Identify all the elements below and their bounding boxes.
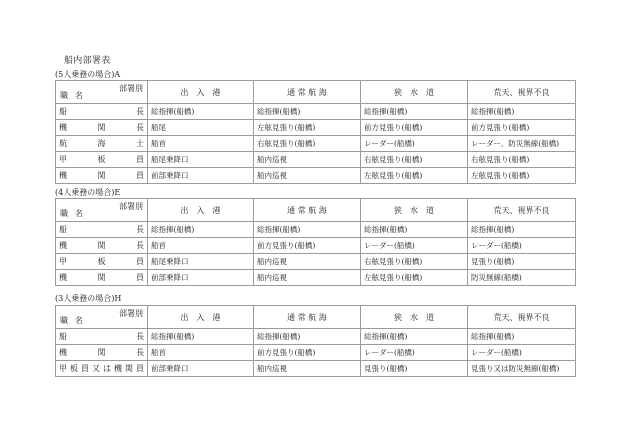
duty-cell: 船尾乗降口: [148, 254, 254, 270]
position-label: 職名: [60, 316, 90, 325]
duty-cell: 船内巡視: [254, 361, 361, 377]
duty-cell: 前方見張り(船橋): [254, 238, 361, 254]
duty-cell: 防災無線(船橋): [468, 270, 576, 286]
table-caption-e: (4人乗務の場合)E: [55, 188, 121, 197]
department-label: 部署別: [119, 309, 143, 318]
column-header-rough-weather: 荒天、視界不良: [468, 81, 576, 104]
position-label: 職名: [60, 209, 90, 218]
table-row: [56, 270, 576, 286]
table-row: [56, 254, 576, 270]
table-row: [56, 136, 576, 152]
duty-table-a: [55, 80, 576, 184]
duty-cell: 前部乗降口: [148, 168, 254, 184]
duty-cell: 船尾: [148, 120, 254, 136]
duty-cell: 総指揮(船橋): [148, 104, 254, 120]
column-header-normal-navigation: 通 常 航 海: [254, 81, 361, 104]
role-cell: 船長: [56, 222, 148, 238]
role-cell: 機関長: [56, 120, 148, 136]
duty-cell: レーダー、防災無線(船橋): [468, 136, 576, 152]
role-cell: 機関長: [56, 238, 148, 254]
duty-cell: 船尾乗降口: [148, 152, 254, 168]
role-cell: 甲板員又は機関員: [56, 361, 148, 377]
table-row: [56, 222, 576, 238]
role-cell: 機関員: [56, 270, 148, 286]
duty-cell: 総指揮(船橋): [361, 222, 468, 238]
duty-cell: 左舷見張り(船橋): [361, 270, 468, 286]
duty-cell: 見張り(船橋): [468, 254, 576, 270]
table-caption-h: (3人乗務の場合)H: [55, 294, 122, 303]
duty-cell: 船首: [148, 238, 254, 254]
duty-cell: 総指揮(船橋): [254, 104, 361, 120]
duty-cell: 前部乗降口: [148, 270, 254, 286]
position-label: 職名: [60, 91, 90, 100]
duty-cell: 右舷見張り(船橋): [361, 152, 468, 168]
column-header-normal-navigation: 通 常 航 海: [254, 199, 361, 222]
corner-header: [56, 306, 148, 329]
role-cell: 船長: [56, 329, 148, 345]
duty-cell: 船内巡視: [254, 270, 361, 286]
column-header-narrow-channel: 狭 水 道: [361, 306, 468, 329]
table-row: [56, 152, 576, 168]
header-row: [56, 306, 576, 329]
role-cell: 機関員: [56, 168, 148, 184]
duty-cell: 右舷見張り(船橋): [254, 136, 361, 152]
duty-cell: 総指揮(船橋): [468, 329, 576, 345]
department-label: 部署別: [119, 202, 143, 211]
duty-cell: 総指揮(船橋): [254, 329, 361, 345]
column-header-port: 出 入 港: [148, 306, 254, 329]
role-cell: 機関長: [56, 345, 148, 361]
duty-cell: 総指揮(船橋): [148, 222, 254, 238]
role-cell: 甲板員: [56, 254, 148, 270]
duty-cell: 総指揮(船橋): [361, 329, 468, 345]
column-header-rough-weather: 荒天、視界不良: [468, 199, 576, 222]
duty-cell: 見張り(船橋): [361, 361, 468, 377]
duty-cell: レーダー(船橋): [361, 238, 468, 254]
column-header-port: 出 入 港: [148, 81, 254, 104]
duty-cell: レーダー(船橋): [361, 345, 468, 361]
duty-cell: 前方見張り(船橋): [254, 345, 361, 361]
duty-table-e: [55, 198, 576, 286]
duty-cell: レーダー(船橋): [468, 345, 576, 361]
duty-cell: 総指揮(船橋): [148, 329, 254, 345]
duty-cell: 前部乗降口: [148, 361, 254, 377]
header-row: [56, 199, 576, 222]
column-header-narrow-channel: 狭 水 道: [361, 199, 468, 222]
duty-cell: 船首: [148, 345, 254, 361]
table-row: [56, 361, 576, 377]
header-row: [56, 81, 576, 104]
department-label: 部署別: [119, 84, 143, 93]
duty-cell: 前方見張り(船橋): [468, 120, 576, 136]
duty-cell: レーダー(船橋): [468, 238, 576, 254]
column-header-rough-weather: 荒天、視界不良: [468, 306, 576, 329]
duty-cell: 総指揮(船橋): [254, 222, 361, 238]
role-cell: 船長: [56, 104, 148, 120]
role-cell: 航海士: [56, 136, 148, 152]
duty-cell: 左舷見張り(船橋): [254, 120, 361, 136]
duty-cell: 船内巡視: [254, 152, 361, 168]
duty-cell: 左舷見張り(船橋): [361, 168, 468, 184]
role-cell: 甲板員: [56, 152, 148, 168]
duty-cell: 右舷見張り(船橋): [468, 152, 576, 168]
duty-cell: 前方見張り(船橋): [361, 120, 468, 136]
table-row: [56, 104, 576, 120]
table-row: [56, 120, 576, 136]
duty-cell: 右舷見張り(船橋): [361, 254, 468, 270]
duty-cell: 船首: [148, 136, 254, 152]
table-row: [56, 168, 576, 184]
duty-cell: レーダー(船橋): [361, 136, 468, 152]
table-row: [56, 345, 576, 361]
duty-table-h: [55, 305, 576, 377]
table-caption-a: (5人乗務の場合)A: [55, 70, 121, 79]
duty-cell: 左舷見張り(船橋): [468, 168, 576, 184]
column-header-normal-navigation: 通 常 航 海: [254, 306, 361, 329]
duty-cell: 船内巡視: [254, 254, 361, 270]
column-header-narrow-channel: 狭 水 道: [361, 81, 468, 104]
duty-cell: 総指揮(船橋): [468, 222, 576, 238]
document-title: 船内部署表: [64, 56, 111, 66]
duty-cell: 総指揮(船橋): [468, 104, 576, 120]
table-row: [56, 329, 576, 345]
duty-cell: 見張り又は防災無線(船橋): [468, 361, 576, 377]
column-header-port: 出 入 港: [148, 199, 254, 222]
corner-header: [56, 81, 148, 104]
duty-cell: 船内巡視: [254, 168, 361, 184]
table-row: [56, 238, 576, 254]
duty-cell: 総指揮(船橋): [361, 104, 468, 120]
corner-header: [56, 199, 148, 222]
